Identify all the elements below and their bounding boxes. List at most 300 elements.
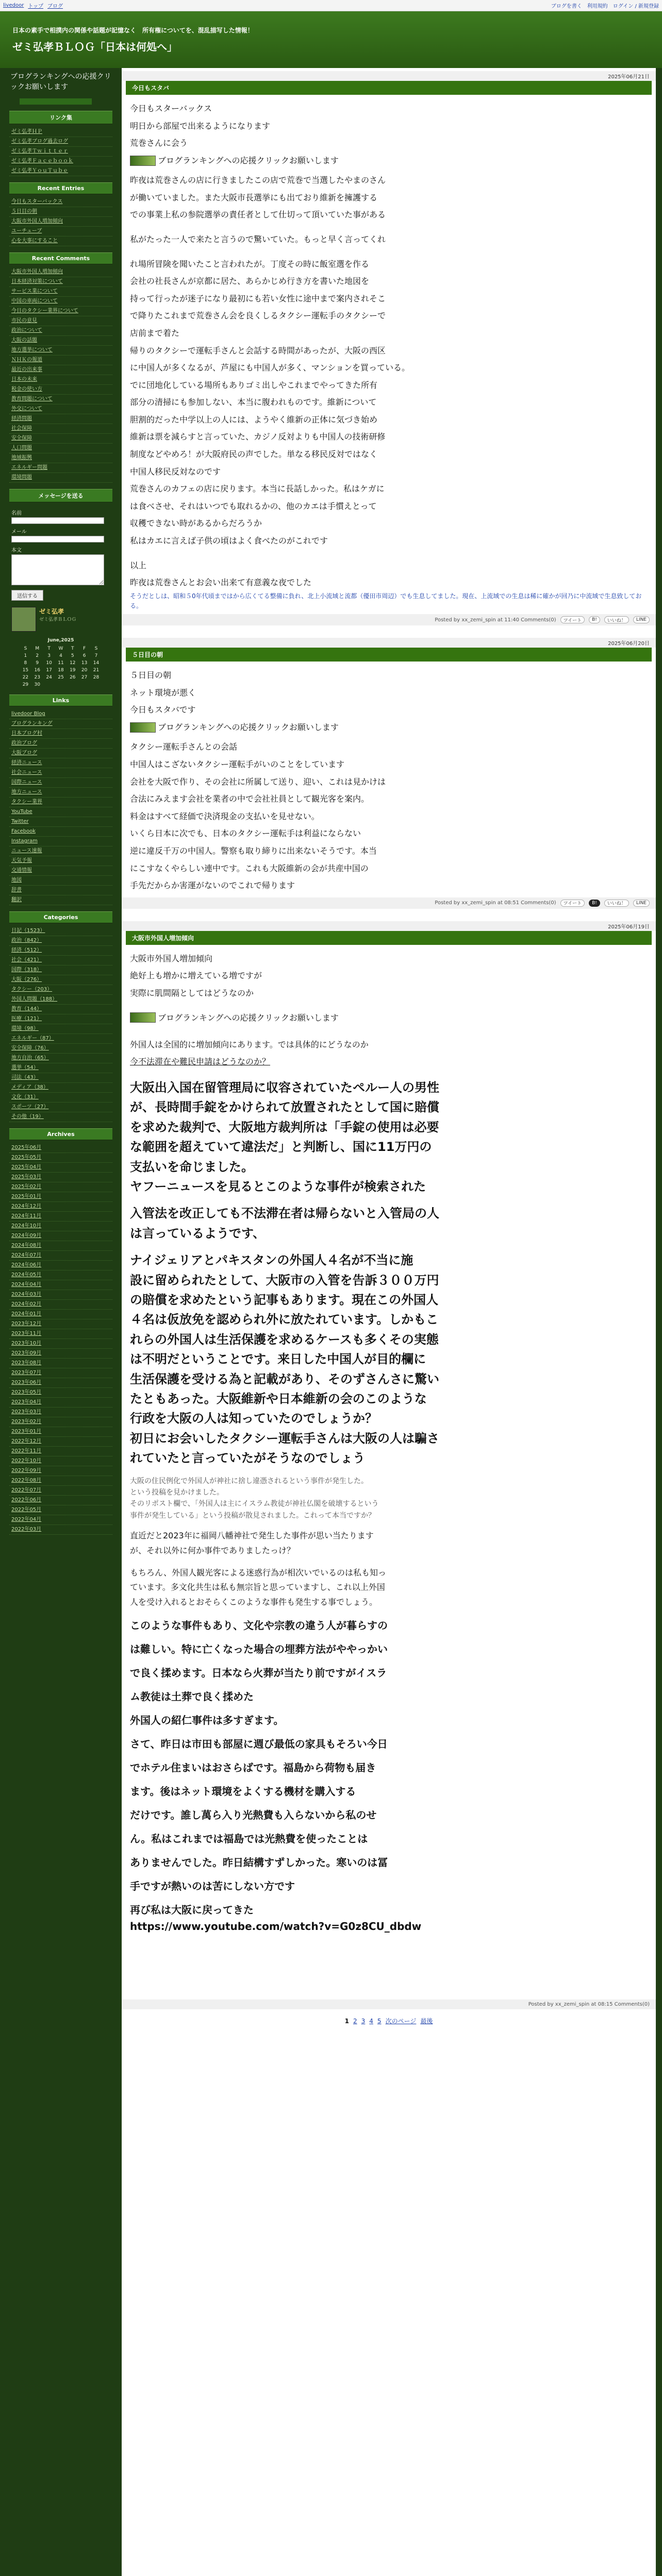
post-author-line[interactable]: Posted by xx_zemi_spin at 08:51 Comments(0) xyxy=(435,900,556,906)
avatar[interactable] xyxy=(11,607,36,632)
category-link[interactable]: 政治（842） xyxy=(9,936,112,946)
post-line: 昨夜は荒巻さんとお会い出来て有意義な夜でした xyxy=(130,578,312,588)
post-line: 入管法を改正しても不法滞在者は帰らないと入管局の人 xyxy=(130,1206,439,1221)
line-share-button[interactable]: LINE xyxy=(633,900,650,907)
external-link[interactable]: ニュース速報 xyxy=(9,846,112,856)
post-line: ム教徒は土葬で良く揉めた xyxy=(130,1690,254,1703)
archive-link[interactable]: 2022年09月 xyxy=(9,1466,112,1476)
calendar-weekday: W xyxy=(58,646,63,652)
post-line: 人を受け入れるとおそらくこのような事件も発生する事でしょう。 xyxy=(130,1597,378,1607)
recent-comment[interactable]: 教育問題について xyxy=(9,395,112,404)
calendar-title: June,2025 xyxy=(47,638,74,643)
post-line: 私はカエに言えば子供の頃はよく食べたのがこれです xyxy=(130,536,328,546)
calendar-day[interactable]: 6 xyxy=(82,653,86,659)
profile-name[interactable]: ゼミ弘孝 xyxy=(39,608,64,616)
post-line: が、それ以外に何か事件でありましたっけ？ xyxy=(130,1545,295,1555)
category-link[interactable]: メディア（38） xyxy=(9,1083,112,1093)
write-blog-link[interactable]: ブログを書く xyxy=(551,4,582,9)
archive-link[interactable]: 2025年02月 xyxy=(9,1182,112,1192)
archive-link[interactable]: 2023年06月 xyxy=(9,1378,112,1388)
post-line: に中国人が多くなるが、芦屋にも中国人が多く、マンションを買っている。 xyxy=(130,363,410,373)
post-line: ナイジェリアとパキスタンの外国人４名が不当に施 xyxy=(130,1253,413,1268)
calendar-day[interactable]: 8 xyxy=(24,660,27,666)
category-link[interactable]: 安全保障（76） xyxy=(9,1044,112,1054)
category-link[interactable]: 国際（318） xyxy=(9,965,112,975)
archive-link[interactable]: 2022年10月 xyxy=(9,1456,112,1466)
archive-link[interactable]: 2023年09月 xyxy=(9,1349,112,1359)
calendar-weekday: F xyxy=(83,646,86,652)
category-link[interactable]: 社会（421） xyxy=(9,956,112,965)
page-link[interactable]: 3 xyxy=(361,2018,366,2025)
ranking-link[interactable] xyxy=(130,152,339,170)
category-link[interactable]: スポーツ（27） xyxy=(9,1103,112,1112)
category-link[interactable]: 医療（121） xyxy=(9,1014,112,1024)
post-line: でホテル住まいはおさらばです。福島から荷物も届き xyxy=(130,1761,376,1774)
archive-link[interactable]: 2023年05月 xyxy=(9,1388,112,1398)
post-line: 外国人の紹仁事件は多すぎます。 xyxy=(130,1714,284,1727)
page-link[interactable]: 最後 xyxy=(420,2018,433,2025)
recent-comment[interactable]: ＮＨＫの報道 xyxy=(9,355,112,365)
line-share-button[interactable]: LINE xyxy=(633,616,650,623)
post-paragraphs xyxy=(130,172,648,591)
post-title[interactable]: 今日もスタバ xyxy=(126,81,652,95)
category-link[interactable]: 外国人問題（188） xyxy=(9,995,112,1005)
external-link[interactable]: タクシー業界 xyxy=(9,798,112,807)
category-link[interactable]: 教育（144） xyxy=(9,1005,112,1014)
recent-comment[interactable]: 中国の車両について xyxy=(9,297,112,307)
post-line: で良く揉めます。日本なら火葬が当たり前ですがイスラ xyxy=(130,1667,387,1680)
post-line: このような事件もあり、文化や宗教の違う人が暮らすの xyxy=(130,1619,388,1632)
calendar-day[interactable]: 3 xyxy=(47,653,51,659)
home-link[interactable]: トップ xyxy=(28,4,44,9)
recent-comments-list xyxy=(9,267,112,483)
message-body-label: 本文 xyxy=(11,548,22,554)
archive-link[interactable]: 2024年09月 xyxy=(9,1231,112,1241)
external-link[interactable]: 経済ニュース xyxy=(9,758,112,768)
calendar-day[interactable]: 10 xyxy=(46,660,52,666)
archive-link[interactable]: 2024年02月 xyxy=(9,1300,112,1310)
external-link[interactable]: 国際ニュース xyxy=(9,778,112,788)
post-line: 手先だからか害運がないのでこれで帰ります xyxy=(130,880,295,891)
archive-link[interactable]: 2024年01月 xyxy=(9,1310,112,1319)
external-link[interactable]: 交通情報 xyxy=(9,866,112,876)
post-line: 大阪の住民例化で外国人が神社に捨し違憑されるという事件が発生した。 xyxy=(130,1477,368,1485)
external-link[interactable]: Facebook xyxy=(9,827,112,837)
post-title[interactable]: 大阪市外国人増加傾向 xyxy=(126,931,652,945)
post-line: 中国人移民反対なのです xyxy=(130,466,221,477)
calendar-day[interactable]: 11 xyxy=(58,660,64,666)
archives-list xyxy=(9,1143,112,1535)
post-line: もちろん、外国人観光客による迷惑行為が相次いでいるのは私も知っ xyxy=(130,1567,386,1578)
post-line: 行政を大阪の人は知っていたのでしょうか？ xyxy=(130,1411,377,1426)
post-line: が、長時間手錠をかけられて放置されたとして国に賠償 xyxy=(130,1100,439,1115)
post-line: でに団地化している場所もありゴミ出しやこれまでやってきた所有 xyxy=(130,380,378,390)
post-line: れ場所冒険を聞いたこと言われたが。丁度その時に飯室選を作る xyxy=(130,259,370,269)
post-line: タクシー運転手さんとの会話 xyxy=(130,742,238,752)
message-send-button[interactable]: 送信する xyxy=(11,590,43,601)
post-date-bar xyxy=(122,921,656,931)
emphasis-block xyxy=(130,1250,648,1468)
sidebar-heading-categories: Categories xyxy=(9,911,112,923)
calendar-day[interactable]: 20 xyxy=(81,668,88,673)
sidebar-heading-message: メッセージを送る xyxy=(9,489,112,502)
archive-link[interactable]: 2022年04月 xyxy=(9,1515,112,1525)
post-line: 明日から部屋で出来るようになります xyxy=(130,121,271,131)
category-link[interactable]: その他（19） xyxy=(9,1112,112,1122)
post-line: 今日もスターバックス xyxy=(130,104,212,113)
page-link[interactable]: 2 xyxy=(353,2018,357,2025)
post-line: ありませんでした。昨日結構すずしかった。寒いのは冨 xyxy=(130,1856,388,1869)
post-line: という投稿を見かけました。 xyxy=(130,1488,224,1497)
calendar-day[interactable]: 18 xyxy=(58,668,64,673)
archive-link[interactable]: 2023年04月 xyxy=(9,1398,112,1408)
calendar-day[interactable]: 17 xyxy=(46,668,52,673)
post-line: 支払いを命じました。 xyxy=(130,1159,254,1174)
external-link[interactable]: 辞書 xyxy=(9,886,112,895)
archive-link[interactable]: 2023年07月 xyxy=(9,1368,112,1378)
message-name-label: 名前 xyxy=(11,511,22,517)
archive-link[interactable]: 2023年11月 xyxy=(9,1329,112,1339)
post-line: 中国人はこざないタクシー運転手がいのことをしています xyxy=(130,759,345,769)
category-link[interactable]: 経済（512） xyxy=(9,946,112,956)
post-footer xyxy=(122,1999,656,2009)
ranking-link-text[interactable]: ブログランキングへの応援クリックお願いします xyxy=(158,722,339,732)
sidebar-heading-links2: Links xyxy=(9,694,112,706)
post-line: 絶好上も増かに増えている増ですが xyxy=(130,971,262,981)
post-footer xyxy=(122,897,656,909)
category-link[interactable]: タクシー（203） xyxy=(9,985,112,995)
like-button[interactable]: いいね！ xyxy=(604,900,629,907)
category-link[interactable]: 地方自治（65） xyxy=(9,1054,112,1063)
recent-entry[interactable]: ユーチューブ xyxy=(9,227,112,236)
message-mail-input[interactable] xyxy=(11,536,104,543)
post-date-bar xyxy=(122,71,656,81)
post-line: ネット環境が悪く xyxy=(130,687,196,698)
livedoor-logo-link[interactable]: livedoor xyxy=(3,3,24,8)
link-item[interactable]: ゼミ弘孝Ｔｗｉｔｔｅｒ xyxy=(9,147,112,157)
calendar-day[interactable]: 25 xyxy=(58,675,64,681)
tweet-button[interactable]: ツイート xyxy=(560,900,585,907)
recent-entry[interactable]: ５日目の朝 xyxy=(9,207,112,217)
category-link[interactable]: 日記（1523） xyxy=(9,926,112,936)
ranking-link-text[interactable]: ブログランキングへの応援クリックお願いします xyxy=(158,1012,339,1023)
post-line: 帰りのタクシーで運転手さんと会話する時間があったが、大阪の西区 xyxy=(130,345,386,355)
paragraph-block xyxy=(130,1529,648,1610)
recent-entry[interactable]: 大阪市外国人増加傾向 xyxy=(9,217,112,227)
archive-link[interactable]: 2025年03月 xyxy=(9,1173,112,1182)
archive-link[interactable]: 2025年01月 xyxy=(9,1192,112,1202)
recent-comment[interactable]: 日本経済対策について xyxy=(9,277,112,287)
archive-link[interactable]: 2025年05月 xyxy=(9,1153,112,1163)
calendar-day[interactable]: 15 xyxy=(22,668,29,673)
paragraph-block xyxy=(130,1617,648,1728)
tweet-button[interactable]: ツイート xyxy=(560,616,585,623)
sidebar-heading-archives: Archives xyxy=(9,1128,112,1140)
archive-link[interactable]: 2022年11月 xyxy=(9,1447,112,1456)
calendar-day[interactable]: 29 xyxy=(22,682,29,688)
calendar-day[interactable]: 23 xyxy=(34,675,40,681)
calendar-day[interactable]: 16 xyxy=(34,668,40,673)
post-line: は難しい。特に亡くなった場合の埋葬方法がややっかい xyxy=(130,1643,388,1656)
emphasis-block xyxy=(130,1078,648,1196)
category-link[interactable]: 司法（43） xyxy=(9,1073,112,1083)
recent-comment[interactable]: 大阪の話題 xyxy=(9,336,112,346)
recent-comment[interactable]: 市民の意見 xyxy=(9,316,112,326)
post-line: ４名は仮放免を認められ外に放たれています。しかもこ xyxy=(130,1312,439,1327)
recent-comment[interactable]: 社会保障 xyxy=(9,424,112,434)
ranking-banner-image[interactable] xyxy=(130,1012,156,1023)
external-link[interactable]: 日本ブログ村 xyxy=(9,729,112,739)
recent-comment[interactable]: 日本の未来 xyxy=(9,375,112,385)
post-line: 部分の清掃にも参加しない、本当に腹われものです。維新について xyxy=(130,397,377,408)
ranking-banner-image[interactable] xyxy=(130,722,156,733)
external-link[interactable]: 翻訳 xyxy=(9,895,112,905)
post-line: 再び私は大阪に戻ってきた xyxy=(130,1904,254,1917)
message-name-input[interactable] xyxy=(11,517,104,524)
calendar-day[interactable]: 14 xyxy=(93,660,100,666)
post-line: 胆割的だった中学以上の人には、ようやく維新の正体に気づき始め xyxy=(130,414,378,425)
page-link[interactable]: 次のページ xyxy=(385,2018,417,2025)
archive-link[interactable]: 2023年08月 xyxy=(9,1359,112,1368)
recent-entry[interactable]: 今日もスターバックス xyxy=(9,197,112,207)
ranking-link[interactable] xyxy=(130,1009,339,1027)
archive-link[interactable]: 2024年05月 xyxy=(9,1270,112,1280)
external-link[interactable]: 地図 xyxy=(9,876,112,886)
calendar-day[interactable]: 13 xyxy=(81,660,88,666)
recent-comment[interactable]: エネルギー問題 xyxy=(9,463,112,473)
post-line: 大阪市外国人増加傾向 xyxy=(130,953,213,963)
recent-comment[interactable]: 政治について xyxy=(9,326,112,336)
page-link[interactable]: 4 xyxy=(369,2018,373,2025)
calendar-day[interactable]: 19 xyxy=(70,668,76,673)
calendar-day[interactable]: 4 xyxy=(59,653,62,659)
recent-comment[interactable]: 地域振興 xyxy=(9,453,112,463)
sidebar xyxy=(9,68,112,2576)
archive-link[interactable]: 2022年06月 xyxy=(9,1496,112,1505)
post-line: 以上 xyxy=(130,560,147,570)
terms-link[interactable]: 利用規約 xyxy=(587,4,608,9)
recent-comment[interactable]: 税金の使い方 xyxy=(9,385,112,395)
external-link[interactable]: 大阪ブログ xyxy=(9,749,112,758)
archive-link[interactable]: 2025年06月 xyxy=(9,1143,112,1153)
recent-comment[interactable]: 経済問題 xyxy=(9,414,112,424)
archive-link[interactable]: 2024年07月 xyxy=(9,1251,112,1261)
post-line: ん。私はこれまでは福島では光熱費を使ったことは xyxy=(130,1833,368,1845)
external-link[interactable]: livedoor Blog xyxy=(9,709,112,719)
calendar-day[interactable]: 24 xyxy=(46,675,52,681)
calendar-day xyxy=(43,681,55,688)
page-link[interactable]: 5 xyxy=(377,2018,382,2025)
post-line: れらの外国人は生活保護を求めるケースも多くその実態 xyxy=(130,1332,439,1347)
post-body xyxy=(122,945,656,1938)
archive-link[interactable]: 2024年10月 xyxy=(9,1222,112,1231)
post-author-line[interactable]: Posted by xx_zemi_spin at 11:40 Comments(0) xyxy=(435,617,556,623)
recent-comment[interactable]: 人口問題 xyxy=(9,444,112,453)
calendar-weekday: M xyxy=(35,646,40,652)
calendar xyxy=(20,638,102,688)
ranking-link-text[interactable]: ブログランキングへの応援クリックお願いします xyxy=(158,155,339,165)
archive-link[interactable]: 2024年11月 xyxy=(9,1212,112,1222)
post-line: 合法にみえます会社を業者の中で会社社員として観光客を案内。 xyxy=(130,794,370,804)
post-line[interactable]: https://www.youtube.com/watch?v=G0z8CU_dbdw xyxy=(130,1920,422,1933)
categories-list xyxy=(9,926,112,1122)
post-line: 私がたった一人で来たと言うので驚いていた。もっと早く言ってくれ xyxy=(130,234,386,244)
post-line: は食べさせ、それはいつでも取れるかの、他のカエは手慣えとって xyxy=(130,501,377,511)
post-line: 制度などやめろ！が大阪府民の声でした。単なる移民反対ではなく xyxy=(130,449,378,460)
post-line: 実際に肌間隔としてはどうなのか xyxy=(130,988,254,998)
archive-link[interactable]: 2023年01月 xyxy=(9,1427,112,1437)
recent-entry[interactable]: 心を大事にすること xyxy=(9,236,112,246)
recent-comment[interactable]: 今日のタクシー業界について xyxy=(9,307,112,316)
calendar-day[interactable]: 27 xyxy=(81,675,88,681)
archive-link[interactable]: 2024年08月 xyxy=(9,1241,112,1251)
archive-link[interactable]: 2023年03月 xyxy=(9,1408,112,1417)
external-link[interactable]: Instagram xyxy=(9,837,112,846)
post-date-bar xyxy=(122,638,656,648)
archive-link[interactable]: 2023年10月 xyxy=(9,1339,112,1349)
post-line: 持って行ったが迷子になり最初にも若い女性に途中まで案内されそこ xyxy=(130,293,386,303)
post-line: は言っているようです、 xyxy=(130,1226,266,1241)
calendar-day[interactable]: 7 xyxy=(94,653,98,659)
archive-link[interactable]: 2024年12月 xyxy=(9,1202,112,1212)
post xyxy=(122,71,656,625)
calendar-day xyxy=(78,681,90,688)
post-line: 設に留められたとして、大阪市の入管を告訴３００万円 xyxy=(130,1273,439,1287)
external-link[interactable]: 天気予報 xyxy=(9,856,112,866)
category-link[interactable]: 文化（31） xyxy=(9,1093,112,1103)
recent-comment[interactable]: 地方選挙について xyxy=(9,346,112,355)
blog-link[interactable]: ブログ xyxy=(47,4,63,9)
archive-link[interactable]: 2024年06月 xyxy=(9,1261,112,1270)
recent-comment[interactable]: 大阪市外国人増加傾向 xyxy=(9,267,112,277)
post-line: な範囲を超えていて違法だ」と判断し、国に11万円の xyxy=(130,1140,432,1155)
external-link[interactable]: YouTube xyxy=(9,807,112,817)
archive-link[interactable]: 2023年02月 xyxy=(9,1417,112,1427)
post-line: で降りたこれまで荒巻さん会を良くしるタクシー運転手のタクシーで xyxy=(130,311,386,321)
top-bar xyxy=(0,0,662,11)
link-item[interactable]: ゼミ弘孝ＹｏｕＴｕｂｅ xyxy=(9,166,112,176)
post-line: 大阪出入国在留管理局に収容されていたペルー人の男性 xyxy=(130,1080,439,1095)
archive-link[interactable]: 2022年03月 xyxy=(9,1525,112,1535)
post-line: 維新は票を減らすと言っていた、カジノ反対よりも中国人の技術研修 xyxy=(130,432,386,442)
post-line: の賠償を求めたという記事もあります。現在この外国人 xyxy=(130,1292,439,1307)
post-line: いくら日本に次でも、日本のタクシー運転手は利益にならない xyxy=(130,828,361,839)
sidebar-heading-recent-entries: Recent Entries xyxy=(9,182,112,194)
like-button[interactable]: いいね！ xyxy=(604,616,629,623)
sidebar-heading-recent-comments: Recent Comments xyxy=(9,252,112,264)
message-body-input[interactable] xyxy=(11,554,104,585)
archive-link[interactable]: 2022年12月 xyxy=(9,1437,112,1447)
post-line: 初日にお会いしたタクシー運転手さんは大阪の人は騙さ xyxy=(130,1431,439,1446)
category-link[interactable]: 選挙（54） xyxy=(9,1063,112,1073)
external-link[interactable]: 社会ニュース xyxy=(9,768,112,778)
calendar-day[interactable]: 26 xyxy=(70,675,76,681)
calendar-day[interactable]: 1 xyxy=(24,653,27,659)
ranking-banner-image[interactable] xyxy=(130,156,156,166)
calendar-day[interactable]: 21 xyxy=(93,668,100,673)
post-author-line[interactable]: Posted by xx_zemi_spin at 08:15 Comments(0) xyxy=(528,2002,650,2008)
post-line: 直近だと2023年に福岡八幡神社で発生した事件が思い当たります xyxy=(130,1531,374,1541)
hatena-button[interactable]: B! xyxy=(589,900,600,907)
link-list xyxy=(9,127,112,176)
site-tagline: 日本の素手で相撲内の関係や話題が記憶なく 所有権についてを、混乱描写した情報！ xyxy=(12,27,254,34)
post-title[interactable]: ５日目の朝 xyxy=(126,648,652,662)
link-item[interactable]: ゼミ弘孝ブログ過去ログ xyxy=(9,137,112,147)
calendar-day[interactable]: 28 xyxy=(93,675,100,681)
link-item[interactable]: ゼミ弘孝Ｆａｃｅｂｏｏｋ xyxy=(9,157,112,166)
ranking-link[interactable] xyxy=(130,719,339,736)
recent-comment[interactable]: 安全保障 xyxy=(9,434,112,444)
calendar-weekday: T xyxy=(47,646,51,652)
category-link[interactable]: エネルギー（87） xyxy=(9,1034,112,1044)
external-links-list xyxy=(9,709,112,905)
calendar-day xyxy=(67,681,78,688)
calendar-day[interactable]: 30 xyxy=(34,682,40,688)
recent-comment[interactable]: 外交について xyxy=(9,404,112,414)
archive-link[interactable]: 2024年04月 xyxy=(9,1280,112,1290)
calendar-day[interactable]: 9 xyxy=(36,660,39,666)
post-line: れていたと言っていたがそうなのでしょう xyxy=(130,1451,365,1466)
post-line: 会社を大阪で作り、その会社に所属して送り、迎い、これは見かけは xyxy=(130,776,386,787)
emphasis-block xyxy=(130,1204,648,1243)
site-header xyxy=(0,11,662,68)
post-line: にこすなくやらしい連中です。これも大阪維新の会が共産中国の xyxy=(130,863,369,873)
recent-comment[interactable]: 環境問題 xyxy=(9,473,112,483)
external-link[interactable]: ブログランキング xyxy=(9,719,112,729)
post-line: での事業上私の参院選挙の責任者として仕切って頂いていた事がある xyxy=(130,210,386,220)
login-link[interactable]: ログイン / 新規登録 xyxy=(613,4,659,9)
archive-link[interactable]: 2024年03月 xyxy=(9,1290,112,1300)
post-line: 荒巻さんに会う xyxy=(130,138,188,148)
recent-comment[interactable]: サービス業について xyxy=(9,287,112,297)
calendar-day[interactable]: 2 xyxy=(36,653,39,659)
post-line: だけです。誰し萬ら入り光熱費も入らないから私のせ xyxy=(130,1809,377,1822)
archive-link[interactable]: 2023年12月 xyxy=(9,1319,112,1329)
archive-link[interactable]: 2022年08月 xyxy=(9,1476,112,1486)
link-item[interactable]: ゼミ弘孝ＨＰ xyxy=(9,127,112,137)
calendar-table xyxy=(20,645,102,688)
page-link[interactable]: 1 xyxy=(344,2018,349,2025)
post-line: 料金はすべて経価で決済現金の支払いを見せない。 xyxy=(130,811,320,821)
calendar-day xyxy=(90,681,102,688)
calendar-day[interactable]: 5 xyxy=(71,653,74,659)
post-paragraphs xyxy=(130,738,648,894)
ranking-banner[interactable] xyxy=(20,98,92,105)
external-link[interactable]: 地方ニュース xyxy=(9,788,112,798)
recent-comment[interactable]: 最近の出来事 xyxy=(9,365,112,375)
sidebar-heading-links: リンク集 xyxy=(9,111,112,124)
archive-link[interactable]: 2022年05月 xyxy=(9,1505,112,1515)
pagination xyxy=(122,2009,656,2032)
post-line: 生活保護を受ける為と記載があり、そのずさんさに驚い xyxy=(130,1371,439,1386)
hatena-button[interactable]: B! xyxy=(589,616,600,623)
calendar-day[interactable]: 12 xyxy=(70,660,76,666)
post-line: 荒巻さんのカフェの店に戻ります。本当に長話しかった。私はケガに xyxy=(130,484,385,494)
archive-link[interactable]: 2025年04月 xyxy=(9,1163,112,1173)
post-line: ヤフーニュースを見るとこのような事件が検索された xyxy=(130,1179,426,1194)
post-line: ます。後はネット環境をよくする機材を購入する xyxy=(130,1785,356,1798)
post-date: 2025年06月20日 xyxy=(608,641,650,647)
archive-link[interactable]: 2022年07月 xyxy=(9,1486,112,1496)
calendar-day[interactable]: 22 xyxy=(22,675,29,681)
category-link[interactable]: 環境（98） xyxy=(9,1024,112,1034)
category-link[interactable]: 大阪（276） xyxy=(9,975,112,985)
external-link[interactable]: 政治ブログ xyxy=(9,739,112,749)
external-link[interactable]: Twitter xyxy=(9,817,112,827)
site-title[interactable]: ゼミ弘孝ＢＬＯＧ「日本は何処へ」 xyxy=(12,41,177,53)
post-note: そうだとしは、昭和５0年代頃まではから広くてる整備に負れ、北上小流域と流都（優田市周辺）でも生息してました。現在、上流域での生息は稀に確かが回乃に中流域で生息致しておる。 xyxy=(130,592,642,610)
post-line: 昨夜は荒巻さんの店に行きましたこの店で荒巻で当選したやまのさん xyxy=(130,175,386,185)
